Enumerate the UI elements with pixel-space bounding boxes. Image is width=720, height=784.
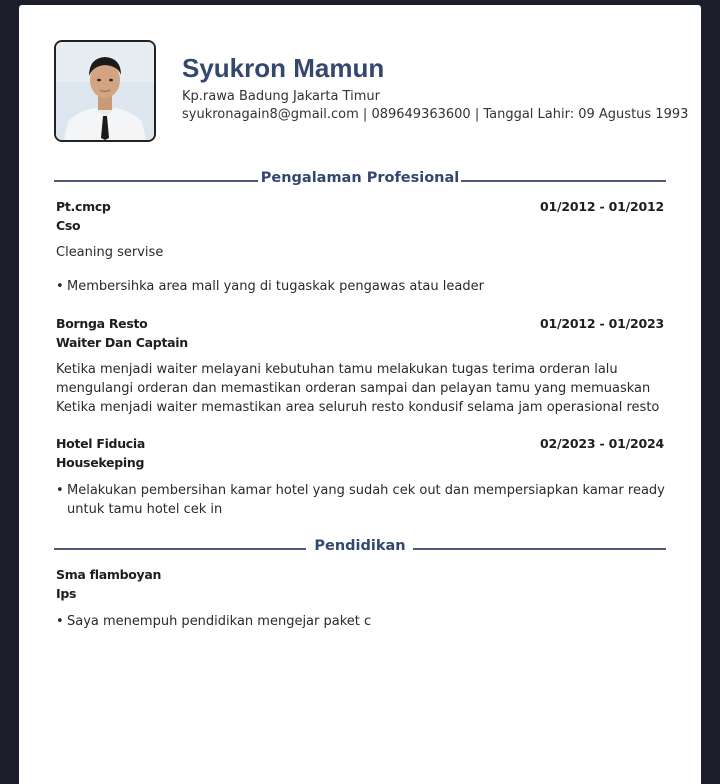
bullet-text-line: Melakukan pembersihan kamar hotel yang sudah cek out dan mempersiapkan kamar ready [67,483,665,498]
education-school: Sma flamboyan [56,567,162,582]
person-portrait-icon [56,42,154,140]
experience-role: Housekeping [56,455,145,470]
experience-role: Cso [56,218,81,233]
experience-date: 02/2023 - 01/2024 [540,436,664,451]
experience-summary: Cleaning servise [56,245,164,260]
experience-company: Hotel Fiducia [56,436,146,451]
bullet-text-line: untuk tamu hotel cek in [67,502,223,517]
contact-details: syukronagain8@gmail.com | 089649363600 | Tanggal Lahir: 09 Agustus 1993 [182,107,689,122]
experience-bullet [56,481,665,519]
candidate-name: Syukron Mamun [182,53,385,83]
section-divider-right [413,548,666,550]
experience-date: 01/2012 - 01/2023 [540,316,664,331]
experience-company: Bornga Resto [56,316,148,331]
section-title-education [54,538,666,558]
experience-role: Waiter Dan Captain [56,335,188,350]
section-title-experience [54,170,666,190]
section-divider-right [461,180,666,182]
education-bullet [56,612,371,631]
resume-page [19,5,701,784]
description-line: Ketika menjadi waiter melayani kebutuhan tamu melakukan tugas terima orderan lalu [56,362,618,377]
experience-company: Pt.cmcp [56,199,111,214]
section-label: Pendidikan [314,538,406,554]
bullet-text: Saya menempuh pendidikan mengejar paket c [67,614,372,629]
profile-photo [54,40,156,142]
description-line: mengulangi orderan dan memastikan orderan sampai dan pelayan tamu yang memuaskan [56,381,651,396]
bullet-dot: • [56,614,64,629]
experience-date: 01/2012 - 01/2012 [540,199,664,214]
bullet-text: Membersihka area mall yang di tugaskak pengawas atau leader [67,279,484,294]
experience-description [56,360,659,417]
education-major: Ips [56,586,77,601]
experience-bullet [56,277,484,296]
section-label: Pengalaman Profesional [260,170,460,186]
bullet-dot: • [56,483,64,498]
bullet-dot: • [56,279,64,294]
address-text: Kp.rawa Badung Jakarta Timur [182,89,380,104]
description-line: Ketika menjadi waiter memastikan area seluruh resto kondusif selama jam operasional resto [56,400,660,415]
